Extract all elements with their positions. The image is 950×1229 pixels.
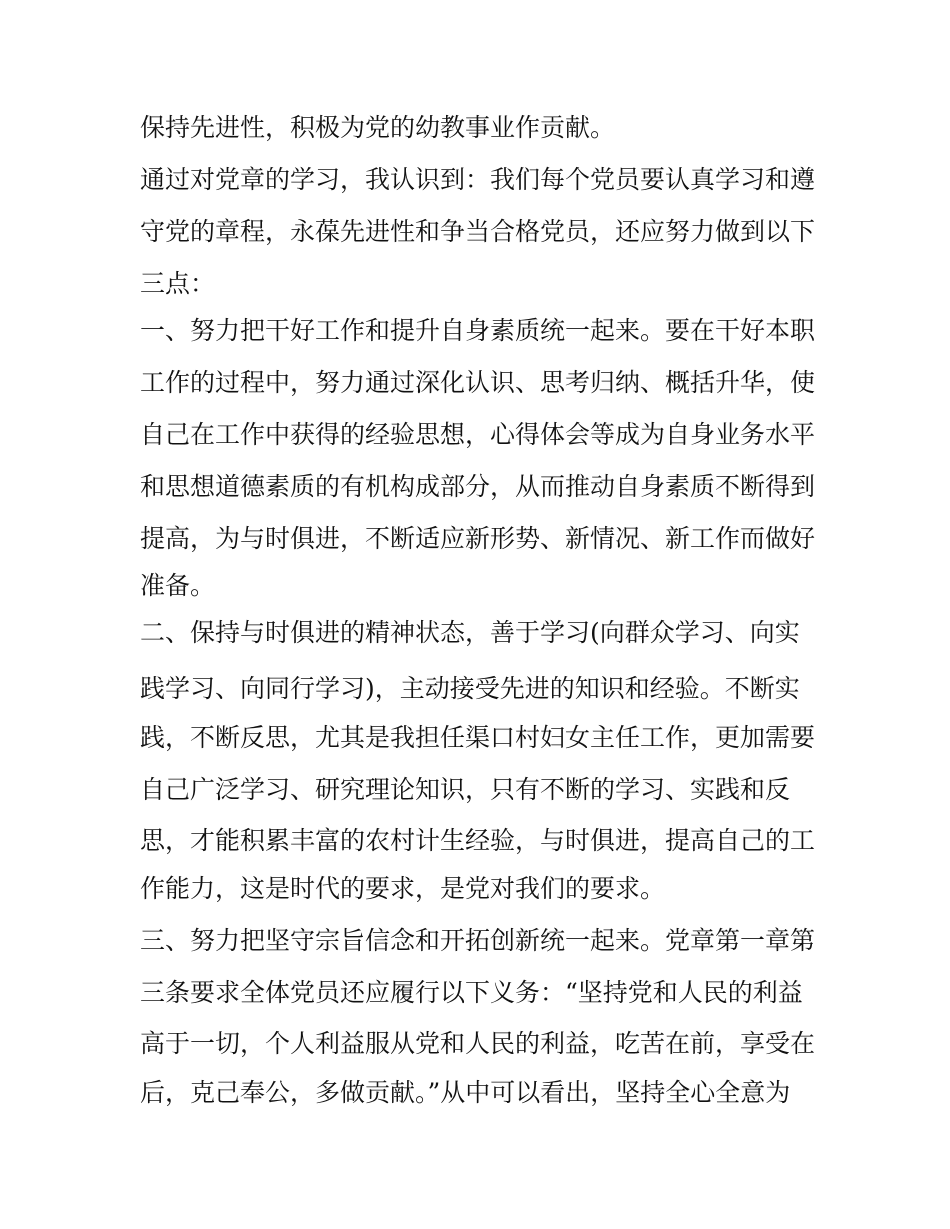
text-line-10: 准备。 bbox=[140, 571, 216, 600]
text-line-14: 自己广泛学习、研究理论知识，只有不断的学习、实践和反 bbox=[140, 775, 791, 804]
text-line-1: 保持先进性，积极为党的幼教事业作贡献。 bbox=[140, 113, 616, 142]
text-line-3: 守党的章程，永葆先进性和争当合格党员，还应努力做到以下 bbox=[140, 217, 816, 246]
text-line-19: 高于一切，个人利益服从党和人民的利益，吃苦在前，享受在 bbox=[140, 1029, 816, 1058]
text-line-9: 提高，为与时俱进，不断适应新形势、新情况、新工作而做好 bbox=[140, 524, 816, 553]
text-line-11: 二、保持与时俱进的精神状态，善于学习(向群众学习、向实 bbox=[140, 618, 800, 647]
text-line-4: 三点： bbox=[140, 269, 216, 298]
text-line-5: 一、努力把干好工作和提升自身素质统一起来。要在干好本职 bbox=[140, 316, 816, 345]
text-line-16: 作能力，这是时代的要求，是党对我们的要求。 bbox=[140, 874, 666, 903]
text-line-7: 自己在工作中获得的经验思想，心得体会等成为自身业务水平 bbox=[140, 420, 816, 449]
text-line-15: 思，才能积累丰富的农村计生经验，与时俱进，提高自己的工 bbox=[140, 826, 816, 855]
text-line-17: 三、努力把坚守宗旨信念和开拓创新统一起来。党章第一章第 bbox=[140, 926, 816, 955]
text-line-6: 工作的过程中，努力通过深化认识、思考归纳、概括升华，使 bbox=[140, 368, 816, 397]
text-line-8: 和思想道德素质的有机构成部分，从而推动自身素质不断得到 bbox=[140, 472, 816, 501]
text-line-12: 践学习、向同行学习)，主动接受先进的知识和经验。不断实 bbox=[140, 674, 800, 703]
text-line-2: 通过对党章的学习，我认识到：我们每个党员要认真学习和遵 bbox=[140, 165, 816, 194]
text-line-18: 三条要求全体党员还应履行以下义务：“坚持党和人民的利益 bbox=[140, 978, 803, 1007]
text-line-20: 后，克己奉公，多做贡献。”从中可以看出，坚持全心全意为 bbox=[140, 1078, 791, 1107]
text-line-13: 践，不断反思，尤其是我担任渠口村妇女主任工作，更加需要 bbox=[140, 723, 816, 752]
